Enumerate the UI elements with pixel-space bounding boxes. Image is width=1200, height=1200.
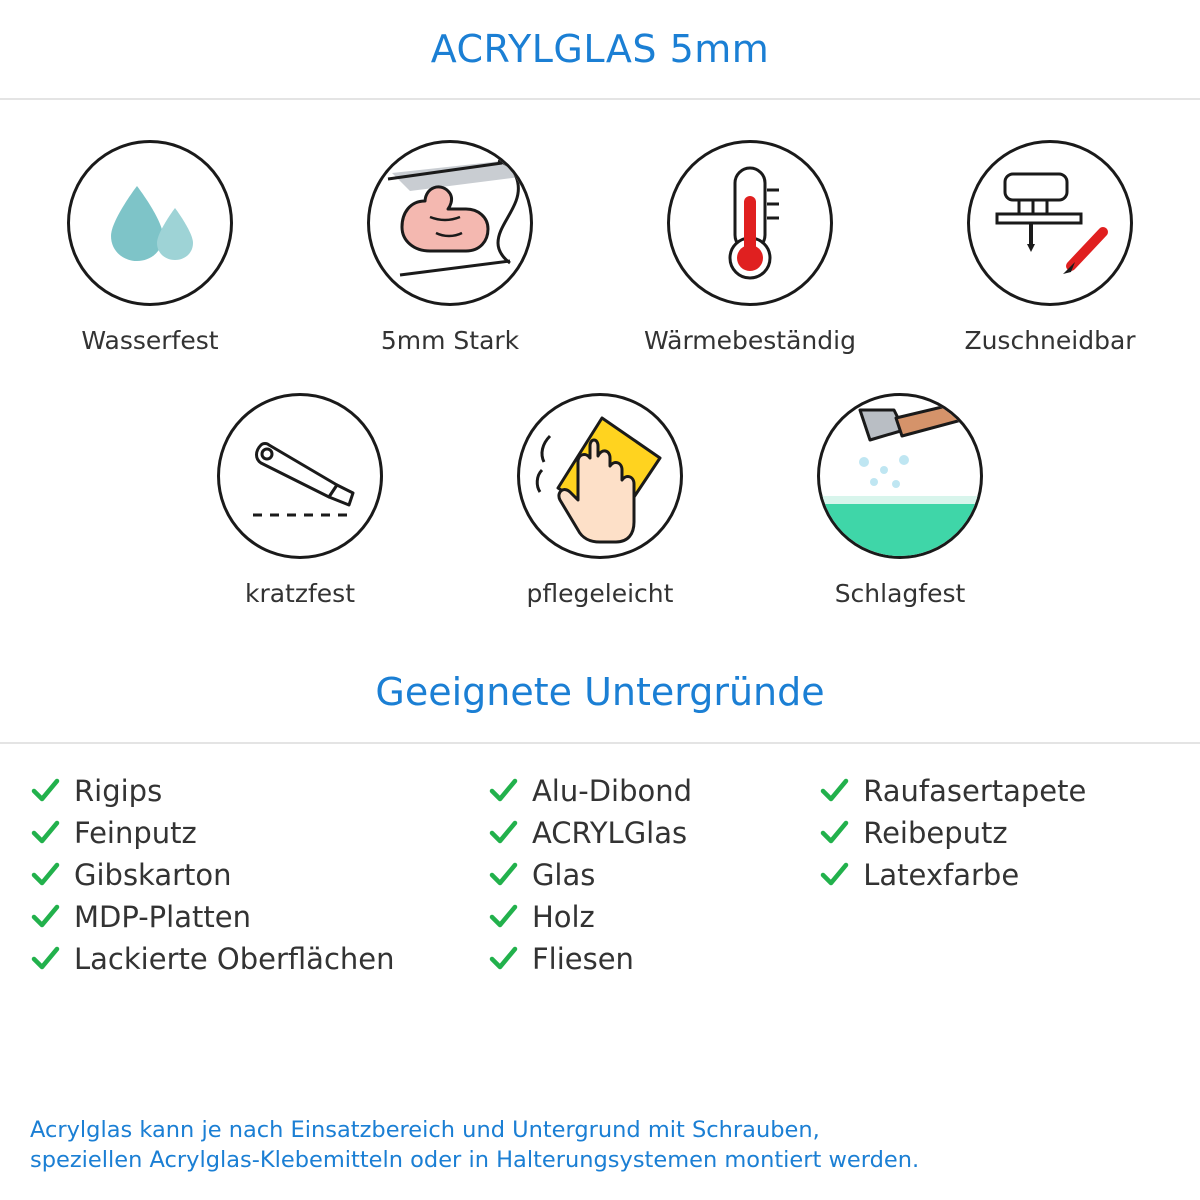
hand-cloth-icon [520,396,680,556]
check-icon [819,776,849,806]
feature-label: Wärmebeständig [644,326,856,355]
list-item [488,938,819,980]
mounting-note [30,1116,1178,1176]
list-item [30,896,488,938]
check-icon [819,860,849,890]
surfaces-list [0,744,1200,980]
list-item-label: ACRYLGlas [531,816,688,850]
list-item [30,770,488,812]
list-item-label: MDP-Platten [74,900,251,934]
feature-label: Schlagfest [834,579,966,608]
feature-label: kratzfest [244,579,355,608]
saw-scratch-icon [225,401,375,551]
hammer-impact-icon [820,396,980,556]
check-icon [30,818,60,848]
feature-zuschneidbar [900,140,1200,355]
feature-icon-circle [367,140,533,306]
feature-label: pflegeleicht [526,579,674,608]
list-item [819,854,1170,896]
subheader-title: Geeignete Untergründe [375,670,825,714]
surfaces-column-2 [488,770,819,980]
list-item-label: Lackierte Oberflächen [74,942,395,976]
list-item [819,770,1170,812]
list-item-label: Reibeputz [863,816,1008,850]
page-title: ACRYLGLAS 5mm [430,27,770,71]
list-item-label: Latexfarbe [863,858,1020,892]
check-icon [488,944,518,974]
list-item-label: Glas [531,858,596,892]
feature-icon-circle [517,393,683,559]
list-item [30,938,488,980]
feature-icon-circle [217,393,383,559]
surfaces-column-3 [819,770,1170,980]
feature-wasserfest [0,140,300,355]
feature-label: Zuschneidbar [964,326,1136,355]
feature-label: Wasserfest [81,326,219,355]
list-item-label: Gibskarton [74,858,232,892]
check-icon [30,944,60,974]
list-item [488,854,819,896]
jigsaw-cutter-icon [975,148,1125,298]
list-item [488,812,819,854]
header [0,0,1200,100]
list-item-label: Holz [531,900,595,934]
list-item [488,896,819,938]
feature-icon-circle [967,140,1133,306]
check-icon [30,776,60,806]
check-icon [488,902,518,932]
check-icon [488,860,518,890]
list-item-label: Fliesen [531,942,634,976]
list-item-label: Rigips [74,774,163,808]
feature-schlagfest [750,393,1050,608]
list-item-label: Raufasertapete [863,774,1087,808]
thermometer-icon [675,148,825,298]
list-item-label: Feinputz [74,816,197,850]
check-icon [30,902,60,932]
feature-5mm-stark [300,140,600,355]
feature-row-1 [0,140,1200,355]
feature-row-2 [0,393,1200,608]
check-icon [819,818,849,848]
check-icon [488,818,518,848]
check-icon [30,860,60,890]
check-icon [488,776,518,806]
feature-waermebestaendig [600,140,900,355]
feature-icon-circle [667,140,833,306]
list-item-label: Alu-Dibond [531,774,693,808]
feature-icon-circle [817,393,983,559]
feature-icon-circle [67,140,233,306]
mounting-note-line-2: speziellen Acrylglas-Klebemitteln oder in Halterungsystemen montiert werden. [30,1147,920,1174]
feature-section [0,100,1200,608]
feature-pflegeleicht [450,393,750,608]
strong-arm-icon [370,143,530,303]
list-item [819,812,1170,854]
subheader [0,670,1200,744]
list-item [488,770,819,812]
feature-label: 5mm Stark [380,326,520,355]
water-drop-icon [75,148,225,298]
surfaces-column-1 [30,770,488,980]
list-item [30,854,488,896]
feature-kratzfest [150,393,450,608]
list-item [30,812,488,854]
mounting-note-line-1: Acrylglas kann je nach Einsatzbereich und Untergrund mit Schrauben, [30,1117,820,1144]
